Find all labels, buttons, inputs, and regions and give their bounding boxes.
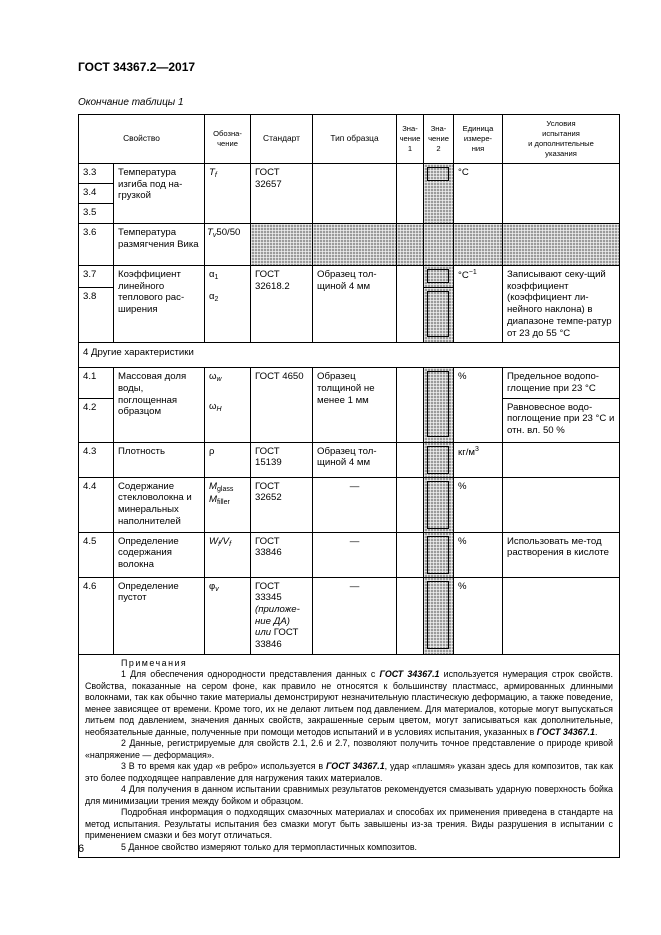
property-symbol: $\alpha_2$ bbox=[205, 288, 251, 343]
value-2-shaded bbox=[424, 224, 454, 266]
note-1: 1 Для обеспечения однородности представления данных с ГОСТ 34367.1 используется нумерация строк свойств. Свойства, показанные на сером фоне, как правило не относятся к большинству пластмасс, армированных длинными волокнами, так как обычно такие материалы демонстрируют незначительную пластическую деформацию, а также поведение, менее зависящее от времени. Кроме того, их не делают литьем под давлением. Для материалов, которые могут выпускаться литьем под давлением, значения данных свойств, закрашенные серым цветом, могут записываться как дополнительные, необязательные данные, полученные при помощи методов испытаний и в условиях испытания, указанных в ГОСТ 34367.1. bbox=[85, 669, 613, 737]
conditions: Использовать ме-тод растворения в кислоте bbox=[503, 532, 620, 577]
standard: ГОСТ 33345 (приложе-ние ДА) или ГОСТ 33846 bbox=[251, 577, 313, 654]
row-number: 4.1 bbox=[79, 368, 114, 398]
properties-table bbox=[78, 114, 620, 858]
value-1 bbox=[397, 477, 424, 532]
document-id: ГОСТ 34367.2—2017 bbox=[78, 60, 196, 74]
property-name: Температура изгиба под на-грузкой bbox=[114, 164, 205, 224]
unit: °C bbox=[454, 164, 503, 224]
standard: ГОСТ 32657 bbox=[251, 164, 313, 224]
unit: % bbox=[454, 368, 503, 442]
table-row bbox=[79, 368, 620, 398]
conditions: Предельное водопо-глощение при 23 °C bbox=[503, 368, 620, 398]
specimen: Образец тол-щиной 4 мм bbox=[313, 266, 397, 343]
specimen: — bbox=[313, 577, 397, 654]
row-number: 3.6 bbox=[79, 224, 114, 266]
col-unit-header: Единица измере- ния bbox=[454, 115, 503, 164]
conditions-shaded bbox=[503, 224, 620, 266]
specimen: — bbox=[313, 532, 397, 577]
property-symbol: $\varphi_v$ bbox=[205, 577, 251, 654]
property-name: Температура размягчения Вика bbox=[114, 224, 205, 266]
unit: $^\circ C^{-1}$ bbox=[454, 266, 503, 343]
conditions: Равновесное водо-поглощение при 23 °C и отн. вл. 50 % bbox=[503, 398, 620, 442]
standard: ГОСТ 32618.2 bbox=[251, 266, 313, 343]
property-symbol: ρ bbox=[205, 442, 251, 477]
value-1-shaded bbox=[397, 224, 424, 266]
col-property-header: Свойство bbox=[79, 115, 205, 164]
property-name: Плотность bbox=[114, 442, 205, 477]
row-number: 4.6 bbox=[79, 577, 114, 654]
row-number: 4.3 bbox=[79, 442, 114, 477]
row-number: 3.7 bbox=[79, 266, 114, 288]
row-number: 4.4 bbox=[79, 477, 114, 532]
conditions bbox=[503, 164, 620, 224]
standard: ГОСТ 33846 bbox=[251, 532, 313, 577]
property-symbol: $\omega_H$ bbox=[205, 398, 251, 442]
unit: % bbox=[454, 532, 503, 577]
table-row bbox=[79, 532, 620, 577]
property-symbol: $W_f/V_f$ bbox=[205, 532, 251, 577]
row-number: 3.3 bbox=[79, 164, 114, 184]
row-number: 4.2 bbox=[79, 398, 114, 442]
specimen-shaded bbox=[313, 224, 397, 266]
value-2-shaded bbox=[424, 164, 454, 224]
col-symbol-header: Обозна- чение bbox=[205, 115, 251, 164]
value-2-shaded bbox=[424, 477, 454, 532]
property-name: Определение пустот bbox=[114, 577, 205, 654]
notes-heading: Примечания bbox=[121, 657, 188, 668]
conditions bbox=[503, 477, 620, 532]
property-name: Определение содержания волокна bbox=[114, 532, 205, 577]
header-row bbox=[79, 115, 620, 164]
standard-shaded bbox=[251, 224, 313, 266]
conditions bbox=[503, 442, 620, 477]
property-symbol: $\alpha_1$ bbox=[205, 266, 251, 288]
value-2-shaded bbox=[424, 368, 454, 442]
value-1 bbox=[397, 532, 424, 577]
note-4: 4 Для получения в данном испытании сравнимых результатов рекомендуется смазывать ударную поверхность бойка для минимизации трения между бойком и образцом. bbox=[85, 784, 613, 806]
standard: ГОСТ 4650 bbox=[251, 368, 313, 442]
table-row bbox=[79, 577, 620, 654]
unit: % bbox=[454, 477, 503, 532]
note-3: 3 В то время как удар «в ребро» используется в ГОСТ 34367.1, удар «плашмя» указан здесь для композитов, так как это более подходящее направление для нагружения таких материалов. bbox=[85, 761, 614, 783]
value-1 bbox=[397, 266, 424, 343]
value-1 bbox=[397, 577, 424, 654]
table-row bbox=[79, 442, 620, 477]
value-1 bbox=[397, 442, 424, 477]
specimen: Образец тол-щиной 4 мм bbox=[313, 442, 397, 477]
col-value2-header: Зна- чение 2 bbox=[424, 115, 454, 164]
table-row bbox=[79, 266, 620, 288]
value-2-shaded bbox=[424, 288, 454, 343]
property-name: Содержание стекловолокна и минеральных наполнителей bbox=[114, 477, 205, 532]
property-name: Коэффициент линейного теплового рас-ширения bbox=[114, 266, 205, 343]
value-1 bbox=[397, 164, 424, 224]
col-value1-header: Зна- чение 1 bbox=[397, 115, 424, 164]
table-row bbox=[79, 477, 620, 532]
row-number: 3.4 bbox=[79, 184, 114, 204]
section-heading: 4 Другие характеристики bbox=[79, 343, 620, 368]
property-symbol: $T_v50/50$ bbox=[205, 224, 251, 266]
standard: ГОСТ 15139 bbox=[251, 442, 313, 477]
notes-block bbox=[79, 654, 620, 857]
property-symbol: $T_f$ bbox=[205, 164, 251, 224]
conditions: Записывают секу-щий коэффициент (коэффициент ли-нейного наклона) в диапазоне темпе-ратур от 23 до 55 °C bbox=[503, 266, 620, 343]
table-row bbox=[79, 164, 620, 184]
specimen: — bbox=[313, 477, 397, 532]
unit: % bbox=[454, 577, 503, 654]
standard: ГОСТ 32652 bbox=[251, 477, 313, 532]
property-symbol: $M_{glass}$ $M_{filler}$ bbox=[205, 477, 251, 532]
property-symbol: $\omega_w$ bbox=[205, 368, 251, 398]
note-4-detail: Подробная информация о подходящих смазочных материалах и способах их применения приведена в стандарте на метод испытания. Результаты испытания без смазки могут быть завышены из-за трения. Виды разрушения в испытании с применением смазки и без могут отличаться. bbox=[85, 807, 613, 841]
col-conditions-header: Условия испытания и дополнительные указания bbox=[503, 115, 620, 164]
note-5: 5 Данное свойство измеряют только для термопластичных композитов. bbox=[121, 841, 418, 852]
value-2-shaded bbox=[424, 266, 454, 288]
conditions bbox=[503, 577, 620, 654]
value-2-shaded bbox=[424, 577, 454, 654]
page-number: 6 bbox=[78, 843, 85, 855]
section-row bbox=[79, 343, 620, 368]
table-caption: Окончание таблицы 1 bbox=[78, 97, 184, 108]
value-2-shaded bbox=[424, 442, 454, 477]
row-number: 3.5 bbox=[79, 204, 114, 224]
notes-row bbox=[79, 654, 620, 857]
unit-shaded bbox=[454, 224, 503, 266]
property-name: Массовая доля воды, поглощенная образцом bbox=[114, 368, 205, 442]
table-row-shaded bbox=[79, 224, 620, 266]
value-1 bbox=[397, 368, 424, 442]
col-specimen-header: Тип образца bbox=[313, 115, 397, 164]
row-number: 3.8 bbox=[79, 288, 114, 343]
note-2: 2 Данные, регистрируемые для свойств 2.1, 2.6 и 2.7, позволяют получить точное представление о природе кривой «напряжение — деформация». bbox=[85, 738, 613, 760]
row-number: 4.5 bbox=[79, 532, 114, 577]
specimen: Образец толщиной не менее 1 мм bbox=[313, 368, 397, 442]
value-2-shaded bbox=[424, 532, 454, 577]
unit: $кг/м^3$ bbox=[454, 442, 503, 477]
col-standard-header: Стандарт bbox=[251, 115, 313, 164]
specimen bbox=[313, 164, 397, 224]
